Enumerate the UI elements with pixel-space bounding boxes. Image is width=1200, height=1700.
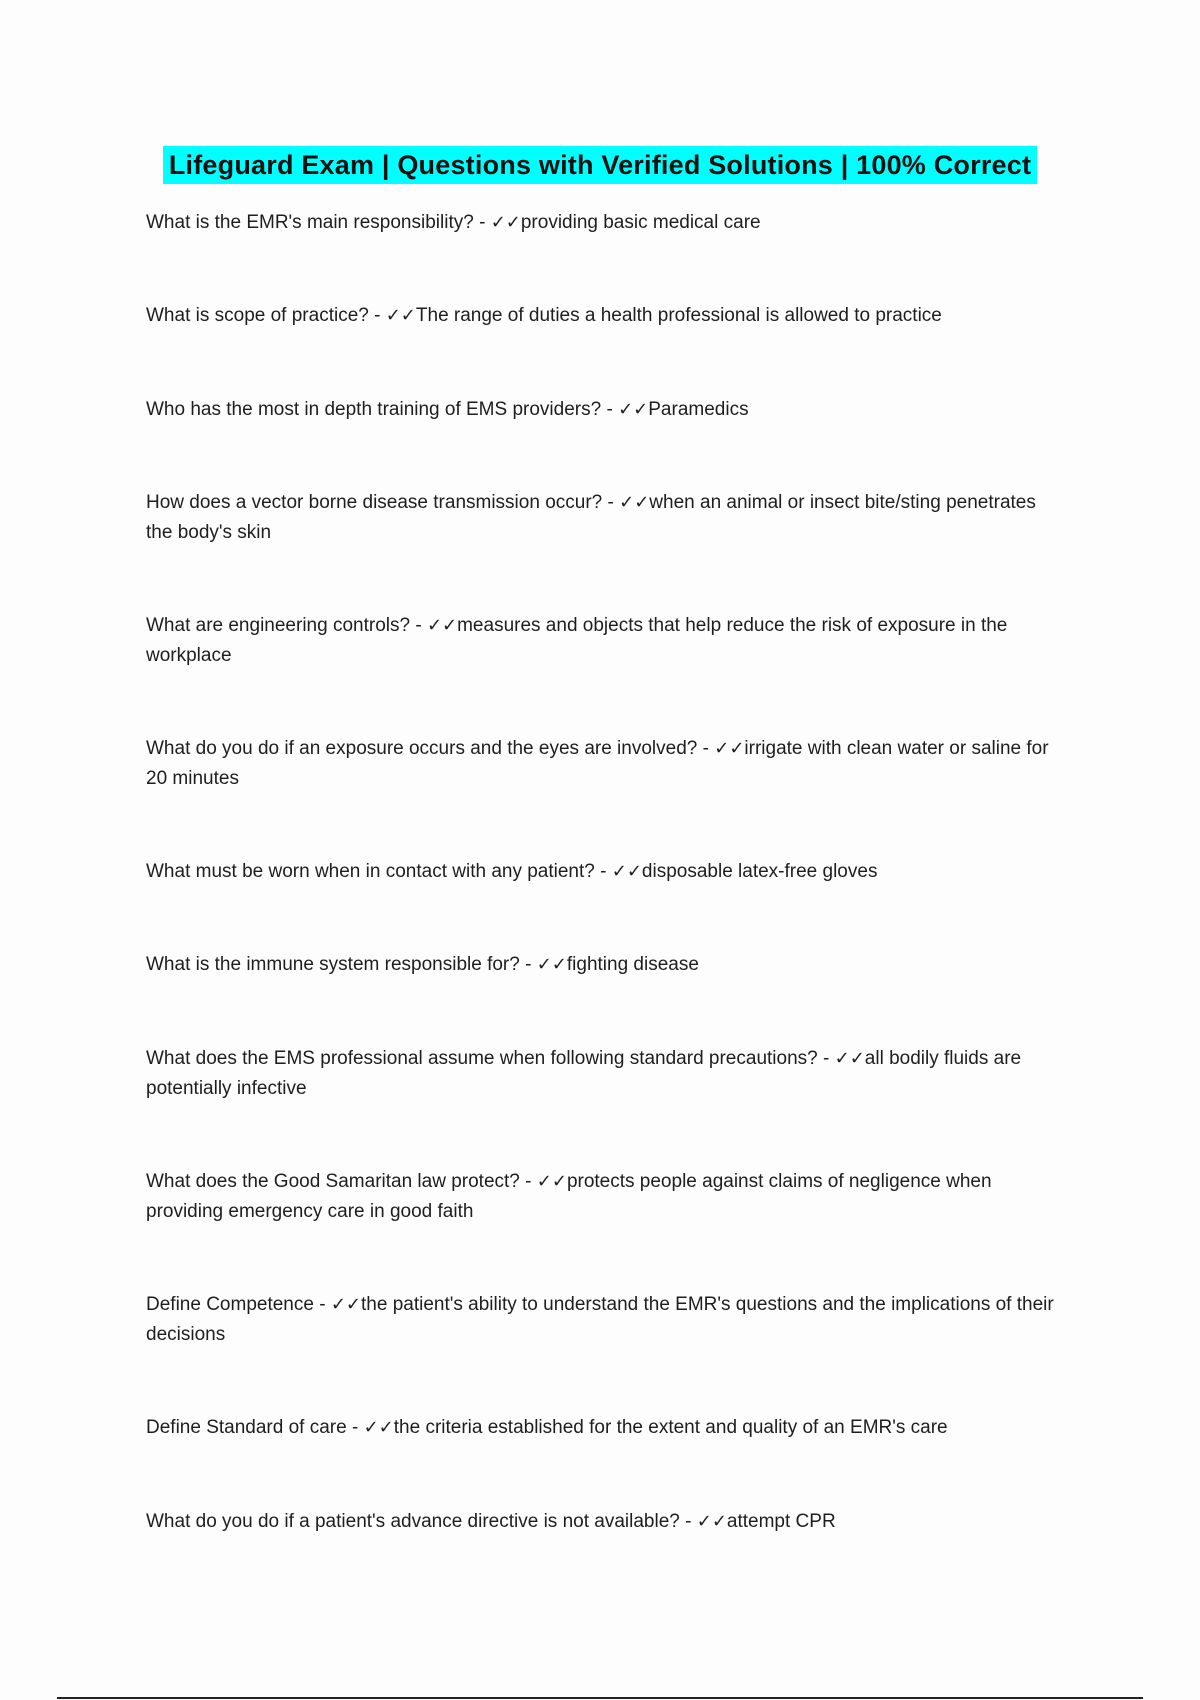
separator: - [519,954,537,975]
question-text: Define Standard of care [146,1417,347,1438]
qa-item [146,734,1066,794]
separator: - [817,1048,835,1069]
double-check-icon: ✓✓ [618,399,649,420]
separator: - [679,1511,697,1532]
double-check-icon: ✓✓ [611,861,642,882]
separator: - [346,1417,364,1438]
question-text: What does the Good Samaritan law protect? [146,1171,520,1192]
answer-text: disposable latex-free gloves [641,861,878,882]
question-text: What do you do if a patient's advance directive is not available? [146,1511,680,1532]
separator: - [594,861,612,882]
double-check-icon: ✓✓ [834,1048,865,1069]
footer-divider [57,1697,1143,1699]
qa-item [146,1044,1066,1104]
question-text: What is the EMR's main responsibility? [146,212,474,233]
question-text: Define Competence [146,1294,314,1315]
separator: - [602,492,620,513]
answer-text: attempt CPR [726,1511,836,1532]
separator: - [697,738,715,759]
separator: - [519,1171,537,1192]
qa-item [146,301,1066,331]
qa-item [146,1507,1066,1537]
question-text: Who has the most in depth training of EMS providers? [146,399,602,420]
double-check-icon: ✓✓ [490,212,521,233]
answer-text: all bodily fluids are potentially infective [146,1048,1022,1099]
double-check-icon: ✓✓ [363,1417,394,1438]
double-check-icon: ✓✓ [330,1294,361,1315]
question-text: What must be worn when in contact with any patient? [146,861,595,882]
qa-item [146,395,1066,425]
answer-text: irrigate with clean water or saline for 20 minutes [146,738,1049,789]
answer-text: providing basic medical care [520,212,761,233]
answer-text: the criteria established for the extent and quality of an EMR's care [393,1417,948,1438]
double-check-icon: ✓✓ [619,492,650,513]
question-text: What is scope of practice? [146,305,369,326]
qa-item [146,488,1066,548]
separator: - [368,305,386,326]
qa-item [146,611,1066,671]
question-text: What is the immune system responsible for? [146,954,520,975]
question-text: What are engineering controls? [146,615,411,636]
double-check-icon: ✓✓ [385,305,416,326]
answer-text: measures and objects that help reduce the risk of exposure in the workplace [146,615,1008,666]
separator: - [313,1294,331,1315]
qa-item [146,1290,1066,1350]
separator: - [601,399,619,420]
double-check-icon: ✓✓ [536,954,567,975]
question-text: How does a vector borne disease transmission occur? [146,492,603,513]
answer-text: when an animal or insect bite/sting penetrates the body's skin [146,492,1036,543]
answer-text: protects people against claims of negligence when providing emergency care in good faith [146,1171,992,1222]
qa-item [146,208,1066,238]
separator: - [410,615,427,636]
answer-text: the patient's ability to understand the EMR's questions and the implications of their decisions [146,1294,1054,1345]
double-check-icon: ✓✓ [426,615,458,636]
double-check-icon: ✓✓ [714,738,745,759]
separator: - [473,212,491,233]
question-text: What do you do if an exposure occurs and the eyes are involved? [146,738,698,759]
answer-text: fighting disease [566,954,699,975]
qa-item [146,1413,1066,1443]
answer-text: Paramedics [648,399,749,420]
title-wrap [0,146,1200,184]
answer-text: The range of duties a health professional is allowed to practice [415,305,942,326]
question-text: What does the EMS professional assume when following standard precautions? [146,1048,818,1069]
qa-item [146,1167,1066,1227]
qa-item [146,950,1066,980]
double-check-icon: ✓✓ [696,1511,727,1532]
qa-item [146,857,1066,887]
double-check-icon: ✓✓ [536,1171,567,1192]
document-title: Lifeguard Exam | Questions with Verified Solutions | 100% Correct [163,146,1037,184]
